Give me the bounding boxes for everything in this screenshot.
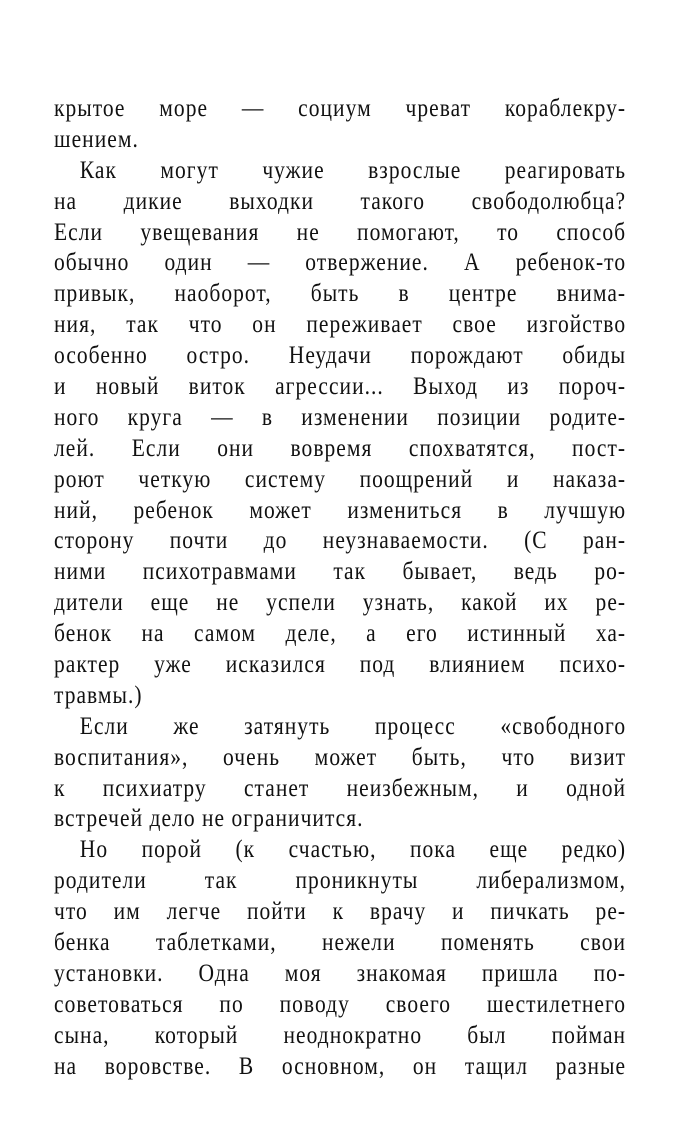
text-line: ного круга — в изменении позиции родите- bbox=[54, 403, 627, 431]
text-line: и новый виток агрессии... Выход из пороч- bbox=[54, 373, 627, 401]
text-line: что им легче пойти к врачу и пичкать ре- bbox=[54, 898, 627, 926]
text-line: лей. Если они вовремя спохватятся, пост- bbox=[54, 434, 627, 462]
text-line: привык, наоборот, быть в центре внима- bbox=[54, 280, 627, 308]
text-line: Как могут чужие взрослые реагировать bbox=[79, 156, 627, 184]
text-line: на воровстве. В основном, он тащил разные bbox=[54, 1052, 627, 1080]
text-line: Если же затянуть процесс «свободного bbox=[79, 712, 627, 740]
text-line: ний, ребенок может измениться в лучшую bbox=[54, 496, 627, 524]
text-line: установки. Одна моя знакомая пришла по- bbox=[54, 959, 627, 987]
text-line: травмы.) bbox=[54, 681, 143, 709]
text-line: на дикие выходки такого свободолюбца? bbox=[54, 187, 627, 215]
paragraph bbox=[54, 712, 626, 836]
text-line: встречей дело не ограничится. bbox=[54, 805, 364, 833]
text-line: бенка таблетками, нежели поменять свои bbox=[54, 929, 627, 957]
text-line: родители так проникнуты либерализмом, bbox=[54, 867, 627, 895]
book-page bbox=[54, 94, 626, 1083]
text-line: бенок на самом деле, а его истинный ха- bbox=[54, 620, 627, 648]
text-line: Но порой (к счастью, пока еще редко) bbox=[79, 836, 627, 864]
text-line: особенно остро. Неудачи порождают обиды bbox=[54, 342, 627, 370]
text-line: воспитания», очень может быть, что визит bbox=[54, 743, 627, 771]
text-line: сына, который неоднократно был пойман bbox=[54, 1021, 627, 1049]
text-line: сторону почти до неузнаваемости. (С ран- bbox=[54, 527, 627, 555]
text-line: обычно один — отвержение. А ребенок-то bbox=[54, 249, 627, 277]
text-line: крытое море — социум чреват кораблекру- bbox=[54, 95, 627, 122]
text-line: ния, так что он переживает свое изгойство bbox=[54, 311, 627, 339]
paragraph bbox=[54, 835, 626, 1082]
paragraph bbox=[54, 94, 626, 156]
paragraph bbox=[54, 156, 626, 712]
text-line: ними психотравмами так бывает, ведь ро- bbox=[54, 558, 627, 586]
text-line: Если увещевания не помогают, то способ bbox=[54, 218, 627, 246]
text-line: к психиатру станет неизбежным, и одной bbox=[54, 774, 627, 802]
text-line: рактер уже исказился под влиянием психо- bbox=[54, 651, 627, 679]
text-line: роют четкую систему поощрений и наказа- bbox=[54, 465, 627, 493]
text-line: дители еще не успели узнать, какой их ре- bbox=[54, 589, 627, 617]
text-line: шением. bbox=[54, 125, 139, 153]
text-line: советоваться по поводу своего шестилетнего bbox=[54, 990, 627, 1018]
